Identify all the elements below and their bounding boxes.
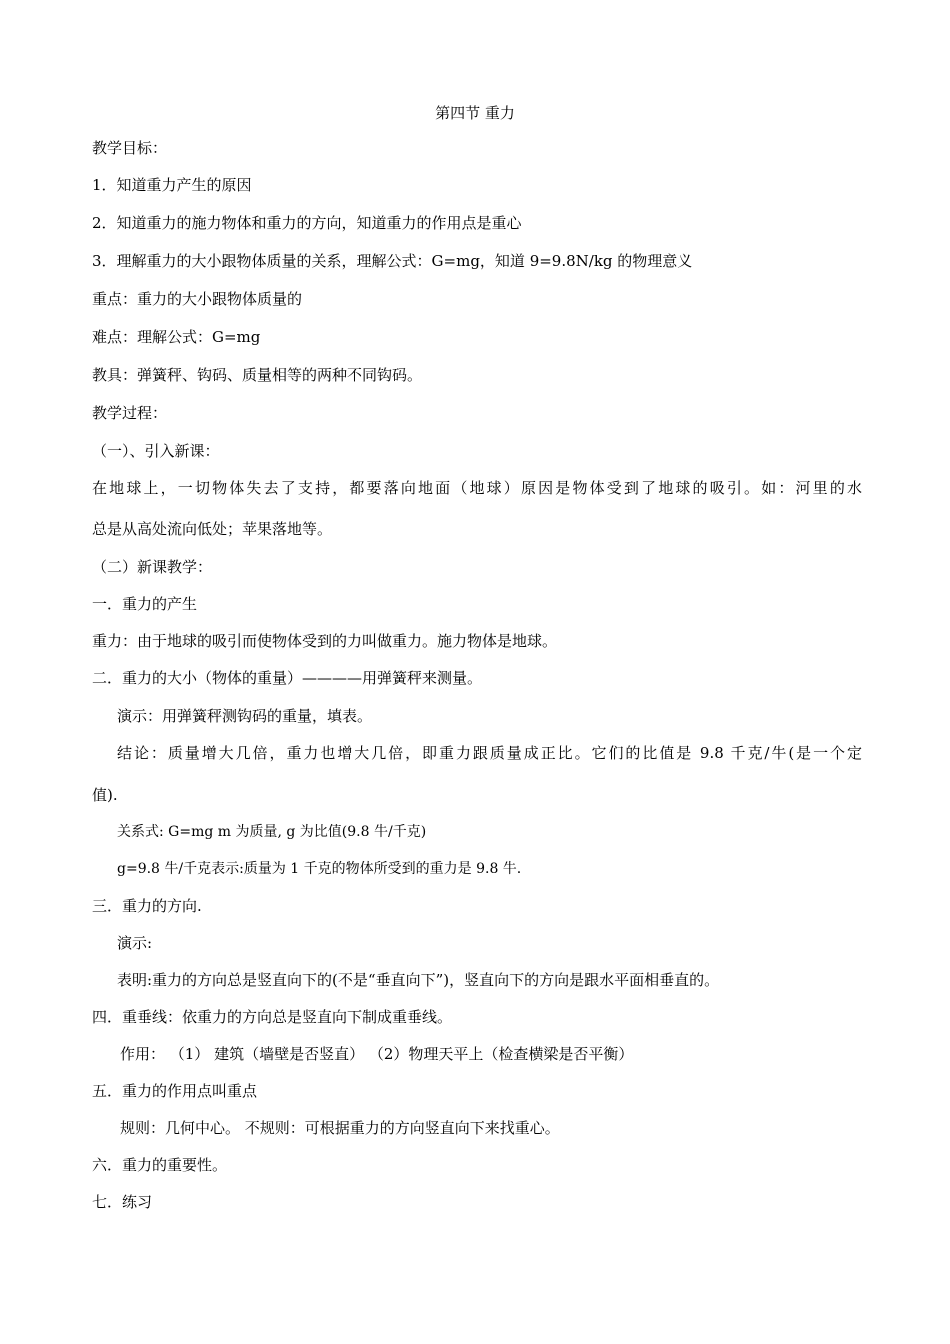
paragraph-line: 重力：由于地球的吸引而使物体受到的力叫做重力。施力物体是地球。	[92, 632, 558, 650]
objective-item: 3．理解重力的大小跟物体质量的关系，理解公式：G=mg，知道 9=9.8N/kg 的物理意义	[92, 252, 693, 270]
heading-item: 六．重力的重要性。	[92, 1156, 228, 1174]
formula-line: 关系式: G=mg m 为质量, g 为比值(9.8 牛/千克)	[117, 824, 427, 840]
heading-item: 七．练习	[92, 1193, 153, 1211]
subsection-new-lesson: （二）新课教学：	[92, 558, 213, 576]
objective-item: 2．知道重力的施力物体和重力的方向，知道重力的作用点是重心	[92, 214, 522, 232]
paragraph-line: 表明:重力的方向总是竖直向下的(不是“垂直向下”)，竖直向下的方向是跟水平面相垂直的。	[117, 971, 720, 989]
objective-item: 1．知道重力产生的原因	[92, 176, 252, 194]
key-point: 重点：重力的大小跟物体质量的	[92, 290, 303, 308]
paragraph-line: 作用： （1） 建筑（墙壁是否竖直） （2）物理天平上（检查横梁是否平衡）	[120, 1045, 634, 1063]
paragraph-line: 演示：用弹簧秤测钩码的重量，填表。	[117, 707, 373, 725]
heading-item: 五．重力的作用点叫重点	[92, 1082, 258, 1100]
heading-item: 二．重力的大小（物体的重量）————用弹簧秤来测量。	[92, 669, 483, 687]
paragraph-line: 值).	[92, 786, 118, 804]
heading-item: 三．重力的方向.	[92, 897, 202, 915]
section-label-objectives: 教学目标：	[92, 139, 168, 157]
paragraph-line: 规则：几何中心。 不规则：可根据重力的方向竖直向下来找重心。	[120, 1119, 560, 1137]
formula-line: g=9.8 牛/千克表示:质量为 1 千克的物体所受到的重力是 9.8 牛.	[117, 861, 522, 877]
paragraph-line: 在地球上，一切物体失去了支持，都要落向地面（地球）原因是物体受到了地球的吸引。如：河里的水	[92, 479, 862, 497]
subsection-intro: （一）、引入新课：	[92, 442, 220, 460]
difficult-point: 难点：理解公式：G=mg	[92, 328, 261, 346]
heading-item: 一．重力的产生	[92, 595, 198, 613]
paragraph-line: 演示:	[117, 934, 153, 952]
teaching-tools: 教具：弹簧秤、钩码、质量相等的两种不同钩码。	[92, 366, 423, 384]
page-title: 第四节 重力	[435, 104, 515, 122]
paragraph-line: 结论：质量增大几倍，重力也增大几倍，即重力跟质量成正比。它们的比值是 9.8 千克/牛(是一个定	[117, 744, 862, 762]
section-label-process: 教学过程：	[92, 404, 168, 422]
paragraph-line: 总是从高处流向低处；苹果落地等。	[92, 520, 333, 538]
heading-item: 四．重垂线：依重力的方向总是竖直向下制成重垂线。	[92, 1008, 453, 1026]
